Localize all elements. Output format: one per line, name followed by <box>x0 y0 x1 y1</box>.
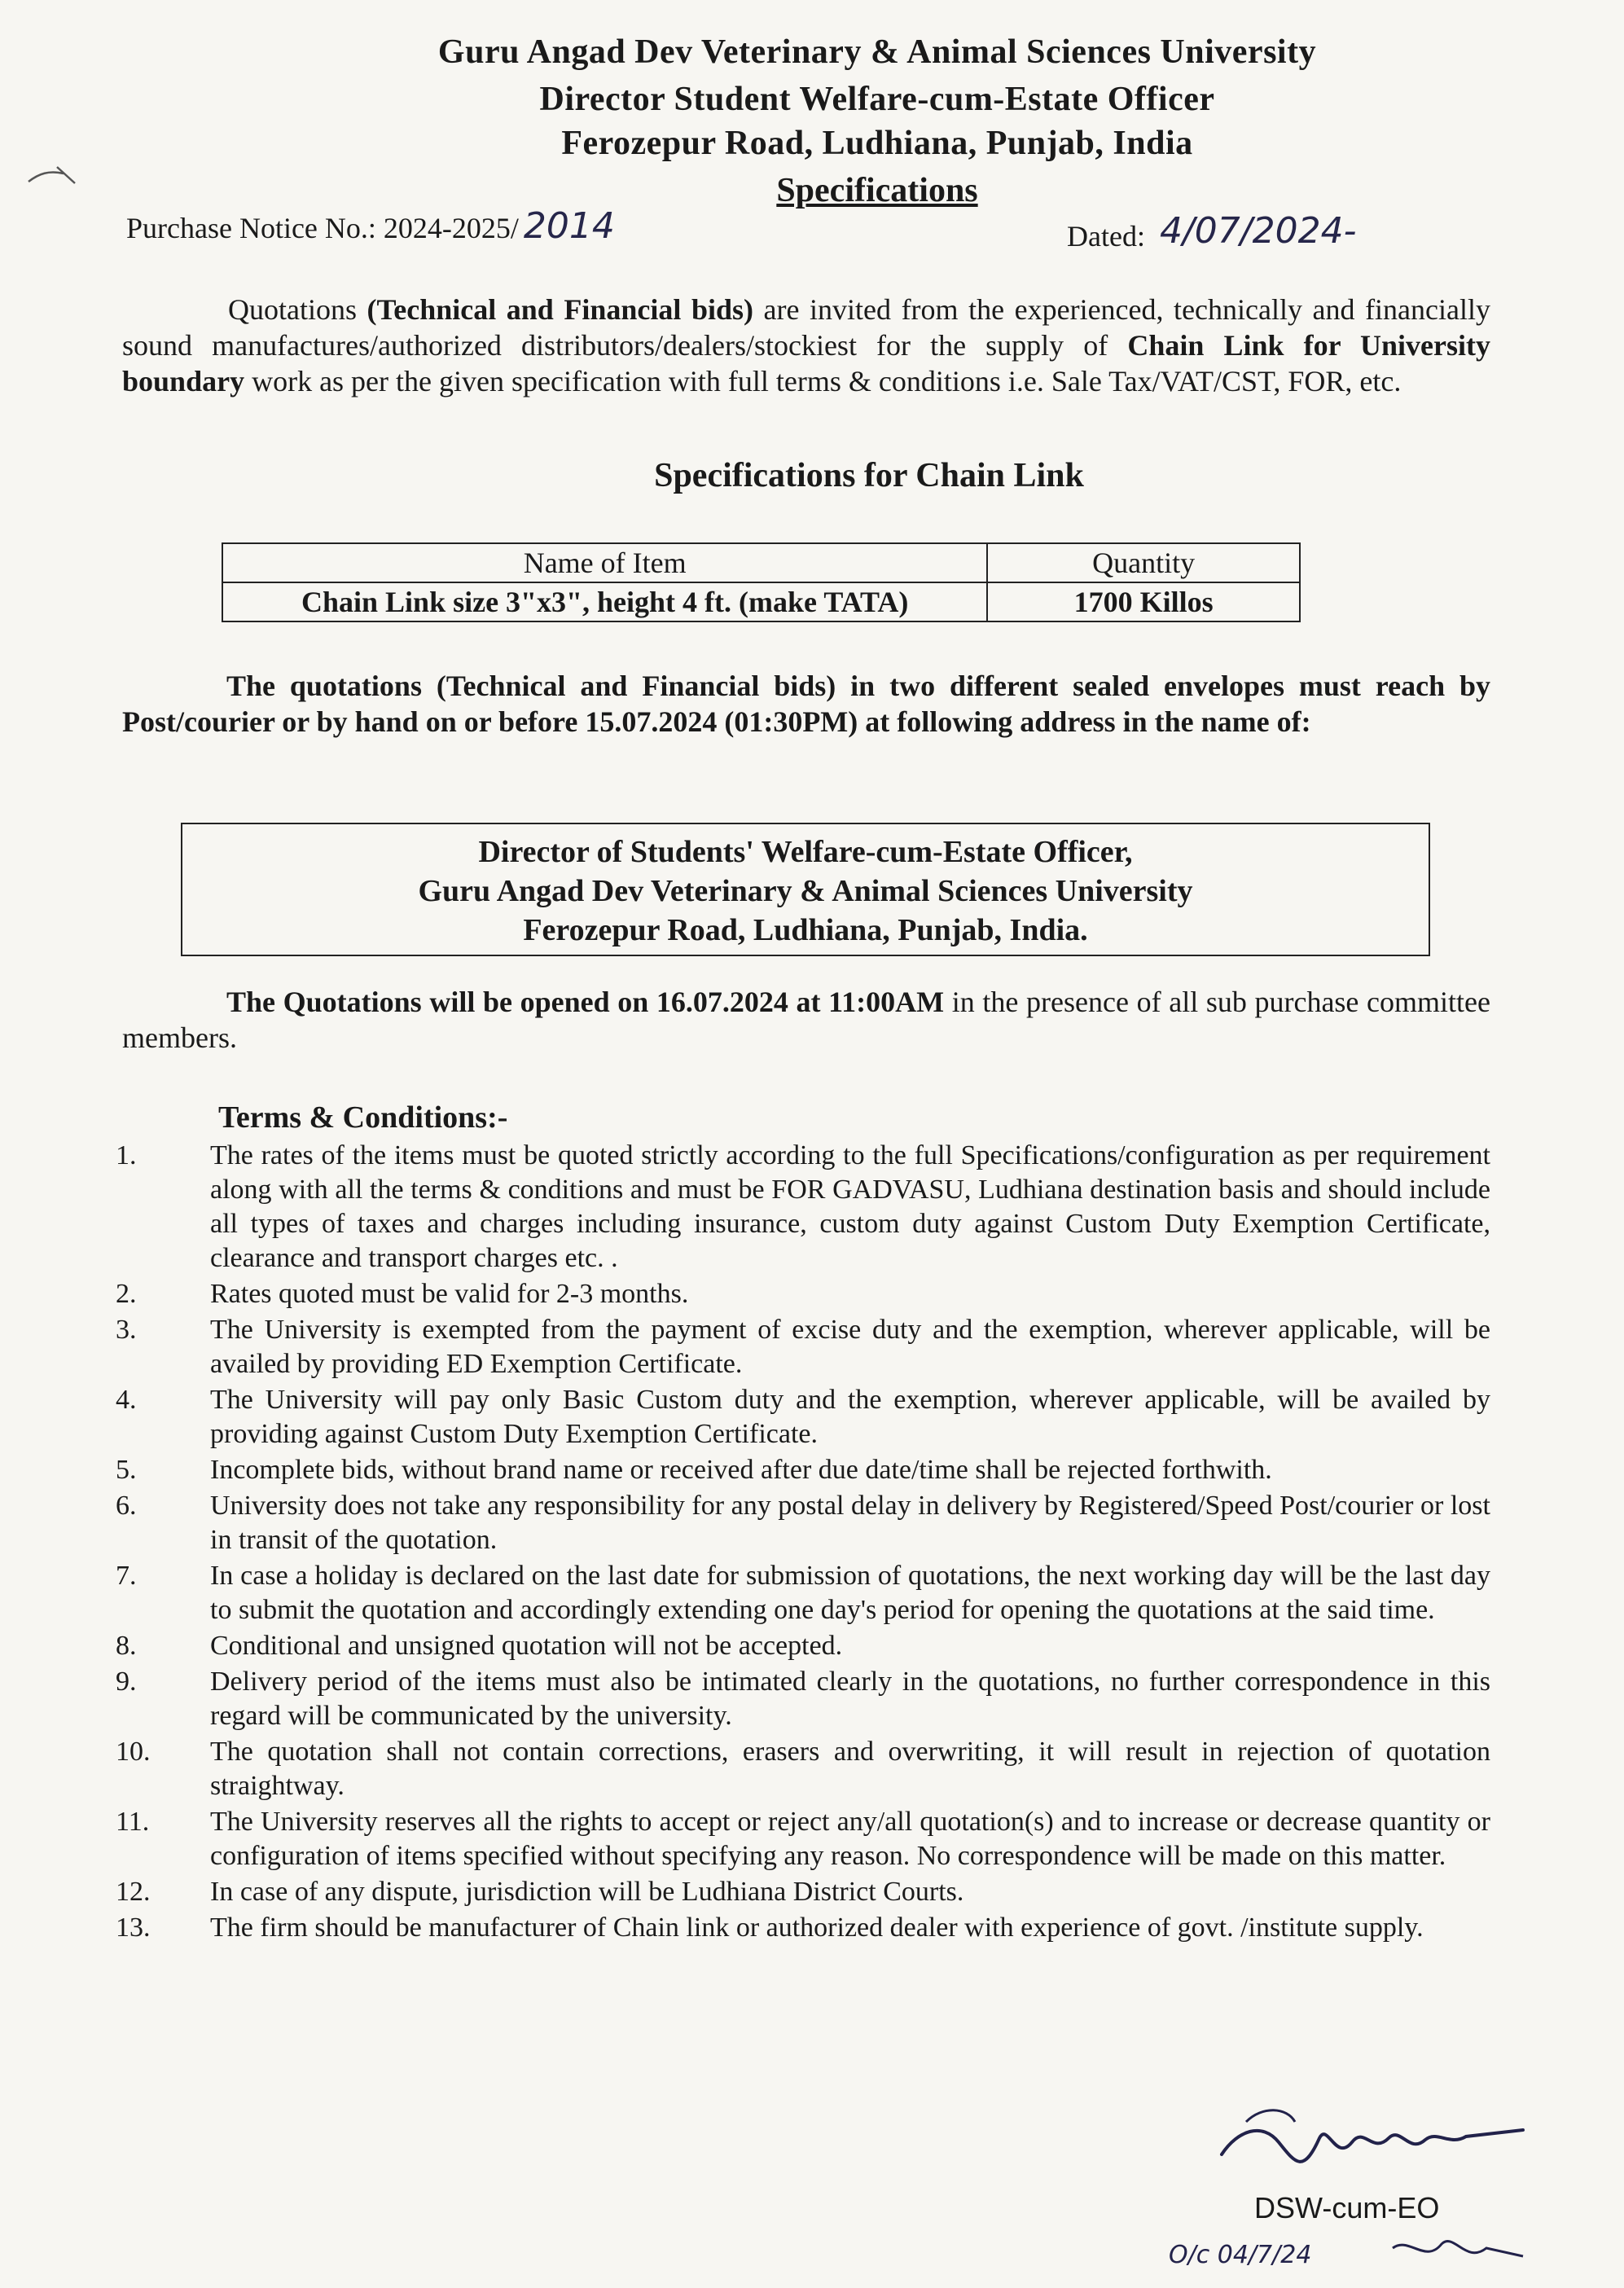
list-item <box>106 1805 1490 1873</box>
terms-list <box>106 1139 1490 1947</box>
term-text: The University reserves all the rights to accept or reject any/all quotation(s) and to increase or decrease quantity or configuration of items specified without specifying any reason. No correspondence will be made on this matter. <box>210 1807 1490 1871</box>
notice-number-handwritten: 2014 <box>523 205 615 247</box>
submission-paragraph: The quotations (Technical and Financial bids) in two different sealed envelopes must reach by Post/courier or by hand on or before 15.07.2024 (01:30PM) at following address in the name of: <box>122 670 1490 738</box>
svg-text:O/c 04/7/24: O/c 04/7/24 <box>1169 2241 1312 2269</box>
table-row <box>222 582 1300 621</box>
date-handwritten: 4/07/2024- <box>1159 210 1357 252</box>
address-box <box>181 823 1430 956</box>
term-number: 1. <box>116 1140 137 1170</box>
term-text: Rates quoted must be valid for 2-3 months. <box>210 1279 689 1309</box>
term-text: Incomplete bids, without brand name or received after due date/time shall be rejected forthwith. <box>210 1455 1272 1485</box>
term-number: 12. <box>116 1877 151 1907</box>
item-quantity-cell: 1700 Killos <box>987 582 1300 621</box>
list-item <box>106 1453 1490 1487</box>
term-text: The firm should be manufacturer of Chain link or authorized dealer with experience of govt. /institute supply. <box>210 1913 1424 1943</box>
list-item <box>106 1139 1490 1276</box>
opening-paragraph <box>122 984 1490 1056</box>
term-number: 3. <box>116 1315 137 1345</box>
term-text: Delivery period of the items must also be intimated clearly in the quotations, no further correspondence in this regard will be communicated by the university. <box>210 1667 1490 1731</box>
list-item <box>106 1559 1490 1627</box>
term-number: 13. <box>116 1913 151 1943</box>
opening-rest: in the presence of all sub purchase committee members. <box>122 986 1490 1054</box>
intro-bold-2: Chain Link for University boundary <box>122 329 1490 397</box>
term-number: 5. <box>116 1455 137 1485</box>
intro-text-1: Quotations <box>228 293 367 326</box>
term-text: The quotation shall not contain corrections, erasers and overwriting, it will result in rejection of quotation straightway. <box>210 1737 1490 1801</box>
notice-label: Purchase Notice No.: 2024-2025/ <box>126 212 519 244</box>
address-line-2: Guru Angad Dev Veterinary & Animal Sciences University <box>418 874 1193 908</box>
list-item <box>106 1735 1490 1803</box>
signatory-designation: DSW-cum-EO <box>1254 2191 1440 2224</box>
list-item <box>106 1911 1490 1945</box>
intro-bold-1: (Technical and Financial bids) <box>366 293 753 326</box>
term-number: 2. <box>116 1279 137 1309</box>
spec-title: Specifications for Chain Link <box>654 457 1084 494</box>
terms-heading: Terms & Conditions:- <box>218 1100 508 1135</box>
term-number: 6. <box>116 1491 137 1521</box>
list-item <box>106 1277 1490 1311</box>
university-name: Guru Angad Dev Veterinary & Animal Sciences University <box>437 33 1317 71</box>
list-item <box>106 1665 1490 1733</box>
dated-label: Dated: <box>1067 220 1145 253</box>
handwritten-initials <box>1165 2232 1531 2281</box>
list-item <box>106 1875 1490 1909</box>
term-number: 11. <box>116 1807 150 1837</box>
term-number: 7. <box>116 1561 137 1591</box>
term-number: 8. <box>116 1631 137 1661</box>
list-item <box>106 1313 1490 1381</box>
term-text: The rates of the items must be quoted strictly according to the full Specifications/configuration as per requirement along with all the terms & conditions and must be FOR GADVASU, Ludhiana destination basis and should include all types of taxes and charges including insurance, custom duty against Custom Duty Exemption Certificate, clearance and transport charges etc. . <box>210 1140 1490 1273</box>
section-title: Specifications <box>776 172 978 209</box>
table-header-row <box>222 543 1300 582</box>
office-name: Director Student Welfare-cum-Estate Officer <box>539 81 1215 118</box>
list-item <box>106 1489 1490 1557</box>
term-text: Conditional and unsigned quotation will not be accepted. <box>210 1631 843 1661</box>
intro-paragraph <box>122 292 1490 399</box>
list-item <box>106 1383 1490 1451</box>
list-item <box>106 1629 1490 1663</box>
col-header-quantity: Quantity <box>987 543 1300 582</box>
term-number: 10. <box>116 1737 151 1767</box>
term-number: 9. <box>116 1667 137 1697</box>
purchase-notice <box>126 205 615 247</box>
items-table <box>222 542 1301 622</box>
term-text: The University is exempted from the payment of excise duty and the exemption, wherever applicable, will be availed by providing ED Exemption Certificate. <box>210 1315 1490 1379</box>
term-text: In case of any dispute, jurisdiction will be Ludhiana District Courts. <box>210 1877 964 1907</box>
address-line-1: Director of Students' Welfare-cum-Estate Officer, <box>478 835 1133 869</box>
opening-bold: The Quotations will be opened on 16.07.2024 at 11:00AM <box>226 986 945 1018</box>
term-number: 4. <box>116 1385 137 1415</box>
address-line-3: Ferozepur Road, Ludhiana, Punjab, India. <box>523 913 1088 947</box>
notice-date <box>1067 210 1357 255</box>
term-text: In case a holiday is declared on the last date for submission of quotations, the next working day will be the last day to submit the quotation and accordingly extending one day's period for opening the quotations at the said time. <box>210 1561 1490 1625</box>
item-name-cell: Chain Link size 3"x3", height 4 ft. (make TATA) <box>222 582 987 621</box>
office-address: Ferozepur Road, Ludhiana, Punjab, India <box>561 125 1193 162</box>
intro-text-3: work as per the given specification with full terms & conditions i.e. Sale Tax/VAT/CST, FOR, etc. <box>244 365 1402 397</box>
term-text: The University will pay only Basic Custom duty and the exemption, wherever applicable, will be availed by providing against Custom Duty Exemption Certificate. <box>210 1385 1490 1449</box>
intro-text-2: are invited from the experienced, technically and financially sound manufactures/authorized distributors/dealers/stockiest for the supply of <box>122 293 1490 362</box>
signature-scrawl <box>1214 2097 1531 2187</box>
col-header-item: Name of Item <box>222 543 987 582</box>
term-text: University does not take any responsibility for any postal delay in delivery by Registered/Speed Post/courier or lost in transit of the quotation. <box>210 1491 1490 1555</box>
